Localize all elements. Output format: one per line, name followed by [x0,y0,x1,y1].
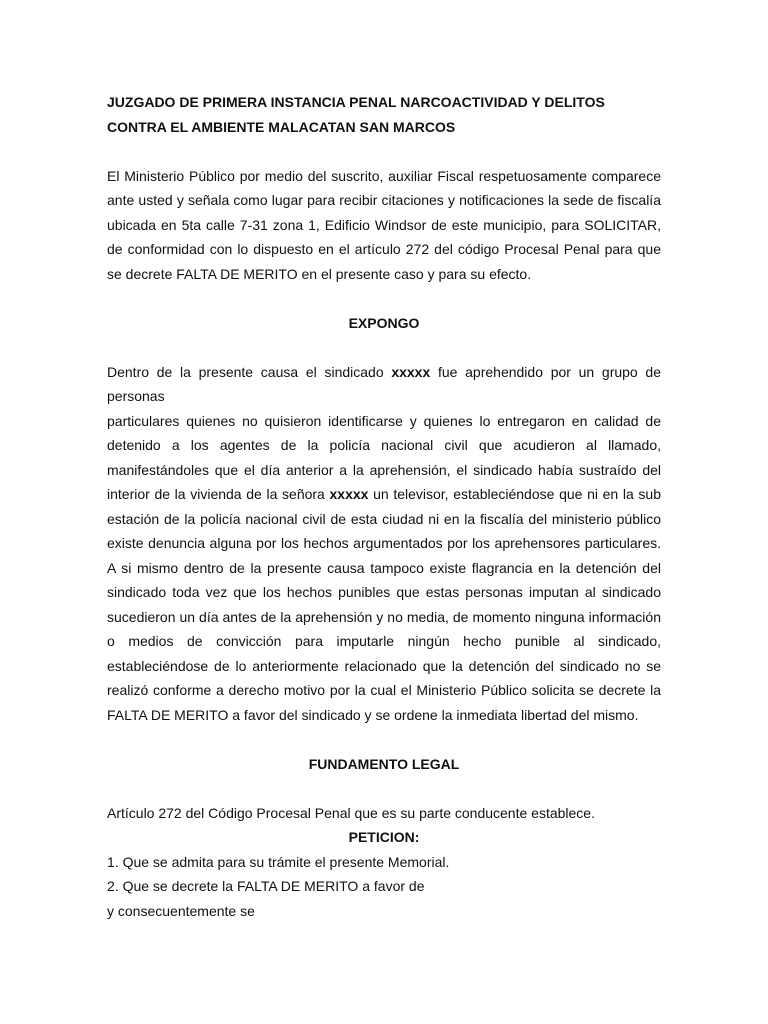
court-header [107,90,661,139]
expongo-paragraph-1-line-2: personas [107,388,165,404]
expongo-p1-before: Dentro de la presente causa el sindicado [107,363,392,380]
intro-paragraph: El Ministerio Público por medio del suscrito, auxiliar Fiscal respetuosamente comparece ante usted y señala como lugar para recibir citaciones y notificaciones la sede de fiscalía ubicada en 5ta calle 7-31 zona 1, Edificio Windsor de este municipio, para SOLICITAR, de conformidad con lo dispuesto en el artículo 272 del código Procesal Penal para que se decrete FALTA DE MERITO en el presente caso y para su efecto. [107,167,661,282]
section-heading-expongo: EXPONGO [348,314,420,331]
peticion-item-3: y consecuentemente se [107,902,255,919]
redacted-name: xxxxx [391,363,431,380]
fundamento-paragraph: Artículo 272 del Código Procesal Penal que es su parte conducente establece. [107,804,595,821]
court-header-line-1: JUZGADO DE PRIMERA INSTANCIA PENAL NARCOACTIVIDAD Y DELITOS [107,94,605,110]
expongo-paragraph-1 [107,360,661,385]
expongo-p1-after: fue aprehendido por un grupo de [430,363,661,380]
peticion-item-2: 2. Que se decrete la FALTA DE MERITO a favor de [107,878,425,894]
section-heading-peticion: PETICION: [348,829,420,845]
section-heading-fundamento: FUNDAMENTO LEGAL [308,755,460,772]
expongo-paragraph-2 [107,409,661,728]
redacted-name: xxxxx [329,486,369,502]
expongo-p2-before: particulares quienes no quisieron identificarse y quienes lo entregaron en calidad de detenido a los agentes de la policía nacional civil que acudieron al llamado, manifestándoles que el día anterior a la aprehensión, el sindicado había sustraído del interior de la vivienda de la señora [107,412,661,502]
peticion-item-1: 1. Que se admita para su trámite el presente Memorial. [107,853,450,870]
court-header-line-2: CONTRA EL AMBIENTE MALACATAN SAN MARCOS [107,118,456,135]
expongo-p2-after: un televisor, estableciéndose que ni en la sub estación de la policía nacional civil de esta ciudad ni en la fiscalía del ministerio público existe denuncia alguna por los hechos argumentados por los aprehensores particulares. A si mismo dentro de la presente causa tampoco existe flagrancia en la detención del sindicado toda vez que los hechos punibles que estas personas imputan al sindicado sucedieron un día antes de la aprehensión y no media, de momento ninguna información o medios de convicción para imputarle ningún hecho punible al sindicado, estableciéndose de lo anteriormente relacionado que la detención del sindicado no se realizó conforme a derecho motivo por la cual el Ministerio Público solicita se decrete la FALTA DE MERITO a favor del sindicado y se ordene la inmediata libertad del mismo. [107,486,661,723]
